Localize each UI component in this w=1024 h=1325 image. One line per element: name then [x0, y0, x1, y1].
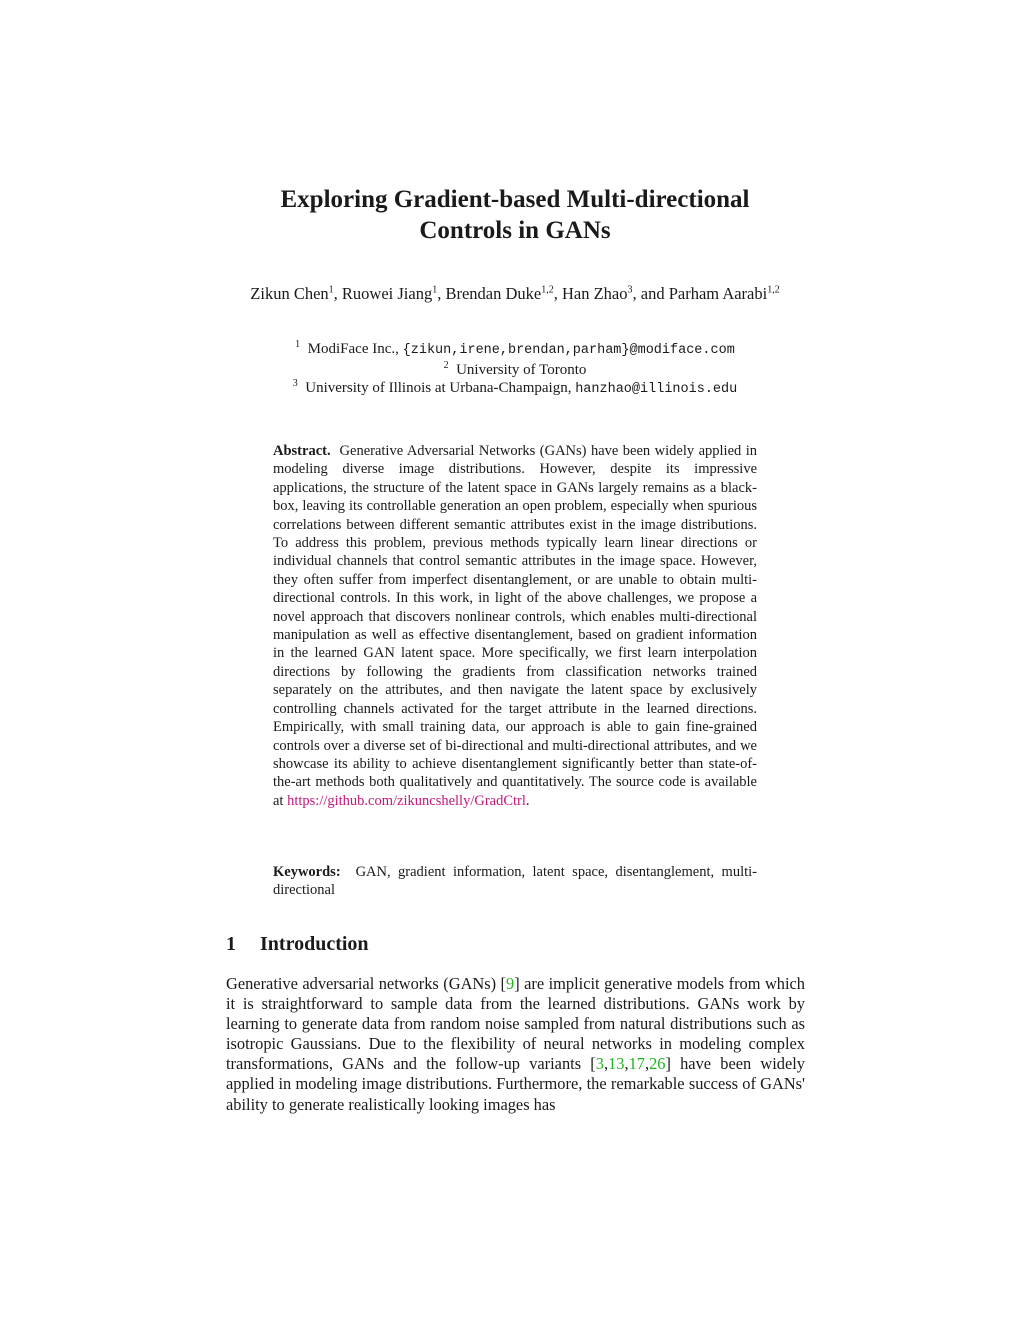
- source-code-link[interactable]: https://github.com/zikuncshelly/GradCtrl: [287, 792, 526, 809]
- author-separator: ,: [437, 284, 446, 303]
- citation-separator: ,: [644, 1054, 650, 1074]
- author-affiliation-mark: 3: [627, 284, 633, 296]
- section-title: Introduction: [260, 933, 369, 955]
- abstract-label: Abstract.: [273, 443, 331, 459]
- section-number: 1: [226, 933, 236, 955]
- affiliation-2: [200, 361, 830, 380]
- abstract-end: .: [525, 792, 530, 809]
- affiliation-mark: 3: [292, 378, 298, 389]
- author-name: Han Zhao: [561, 284, 628, 303]
- email-address: hanzhao@illinois.edu: [575, 382, 738, 397]
- email-address: {zikun,irene,brendan,parham}@modiface.com: [402, 343, 735, 358]
- intro-text: ] are implicit generative models from which it is straightforward to sample data from the learned distributions. GANs work by learning to generate data from random noise sampled from natural distributions such as isotropic Gaussians. Due to the flexibility of neural networks in modeling complex transformations, GANs and the follow-up variants [: [226, 974, 805, 1074]
- author-affiliation-mark: 1: [432, 284, 438, 296]
- section-heading: [226, 931, 369, 957]
- author-affiliation-mark: 1,2: [767, 284, 780, 296]
- author-list: [230, 284, 800, 304]
- title-line-1: Exploring Gradient-based Multi-directional: [280, 186, 750, 213]
- paper-title: [200, 184, 830, 246]
- citation-link[interactable]: 3: [595, 1054, 604, 1074]
- author-name: Parham Aarabi: [668, 284, 768, 303]
- author-name: Ruowei Jiang: [341, 284, 433, 303]
- affiliation-list: [200, 340, 830, 400]
- citation-link[interactable]: 9: [506, 974, 515, 993]
- affiliation-mark: 1: [295, 339, 301, 350]
- affiliation-text: University of Toronto: [456, 361, 587, 378]
- abstract-text: Generative Adversarial Networks (GANs) have been widely applied in modeling diverse image distributions. However, despite its impressive applications, the structure of the latent space in GANs largely remains as a black-box, leaving its controllable generation an open problem, especially when spurious correlations between different semantic attributes exist in the image distributions. To address this problem, previous methods typically learn linear directions or individual channels that control semantic attributes in the image space. However, they often suffer from imperfect disentanglement, or are unable to obtain multi-directional controls. In this work, in light of the above challenges, we propose a novel approach that discovers nonlinear controls, which enables multi-directional manipulation as well as effective disentanglement, based on gradient information in the learned GAN latent space. More specifically, we first learn interpolation directions by following the gradients from classification networks trained separately on the attributes, and then navigate the latent space by exclusively controlling channels activated for the target attribute in the learned directions. Empirically, with small training data, our approach is able to gain fine-grained controls over a diverse set of bi-directional and multi-directional attributes, and we showcase its ability to achieve disentanglement significantly better than state-of-the-art methods both qualitatively and quantitatively. The source code is available at: [273, 443, 758, 809]
- affiliation-text: University of Illinois at Urbana-Champaign,: [305, 380, 576, 396]
- keywords: [273, 863, 757, 900]
- keywords-label: Keywords:: [273, 864, 341, 880]
- author-affiliation-mark: 1: [328, 284, 334, 296]
- author-separator: , and: [632, 284, 669, 303]
- citation-link[interactable]: 13: [608, 1054, 625, 1074]
- citation-separator: ,: [624, 1054, 629, 1074]
- citation-link[interactable]: 26: [649, 1054, 666, 1074]
- intro-text: ] have been widely applied in modeling image distributions. Furthermore, the remarkable success of GANs' ability to generate realistically looking images has: [226, 1054, 806, 1114]
- author-affiliation-mark: 1,2: [541, 284, 554, 296]
- citation-separator: ,: [603, 1054, 609, 1074]
- intro-paragraph: [226, 974, 805, 1115]
- affiliation-1: [200, 340, 830, 361]
- keywords-text: GAN, gradient information, latent space, disentanglement, multi-directional: [273, 864, 757, 899]
- citation-link[interactable]: 17: [628, 1054, 645, 1074]
- author-name: Brendan Duke: [445, 284, 542, 303]
- affiliation-3: [200, 379, 830, 400]
- author-separator: ,: [553, 284, 562, 303]
- title-line-2: Controls in GANs: [419, 217, 611, 244]
- abstract: [273, 442, 757, 810]
- affiliation-mark: 2: [443, 359, 449, 371]
- affiliation-text: ModiFace Inc.,: [307, 341, 403, 357]
- author-separator: ,: [333, 284, 342, 303]
- author-name: Zikun Chen: [250, 284, 329, 303]
- intro-text: Generative adversarial networks (GANs) [: [226, 974, 507, 993]
